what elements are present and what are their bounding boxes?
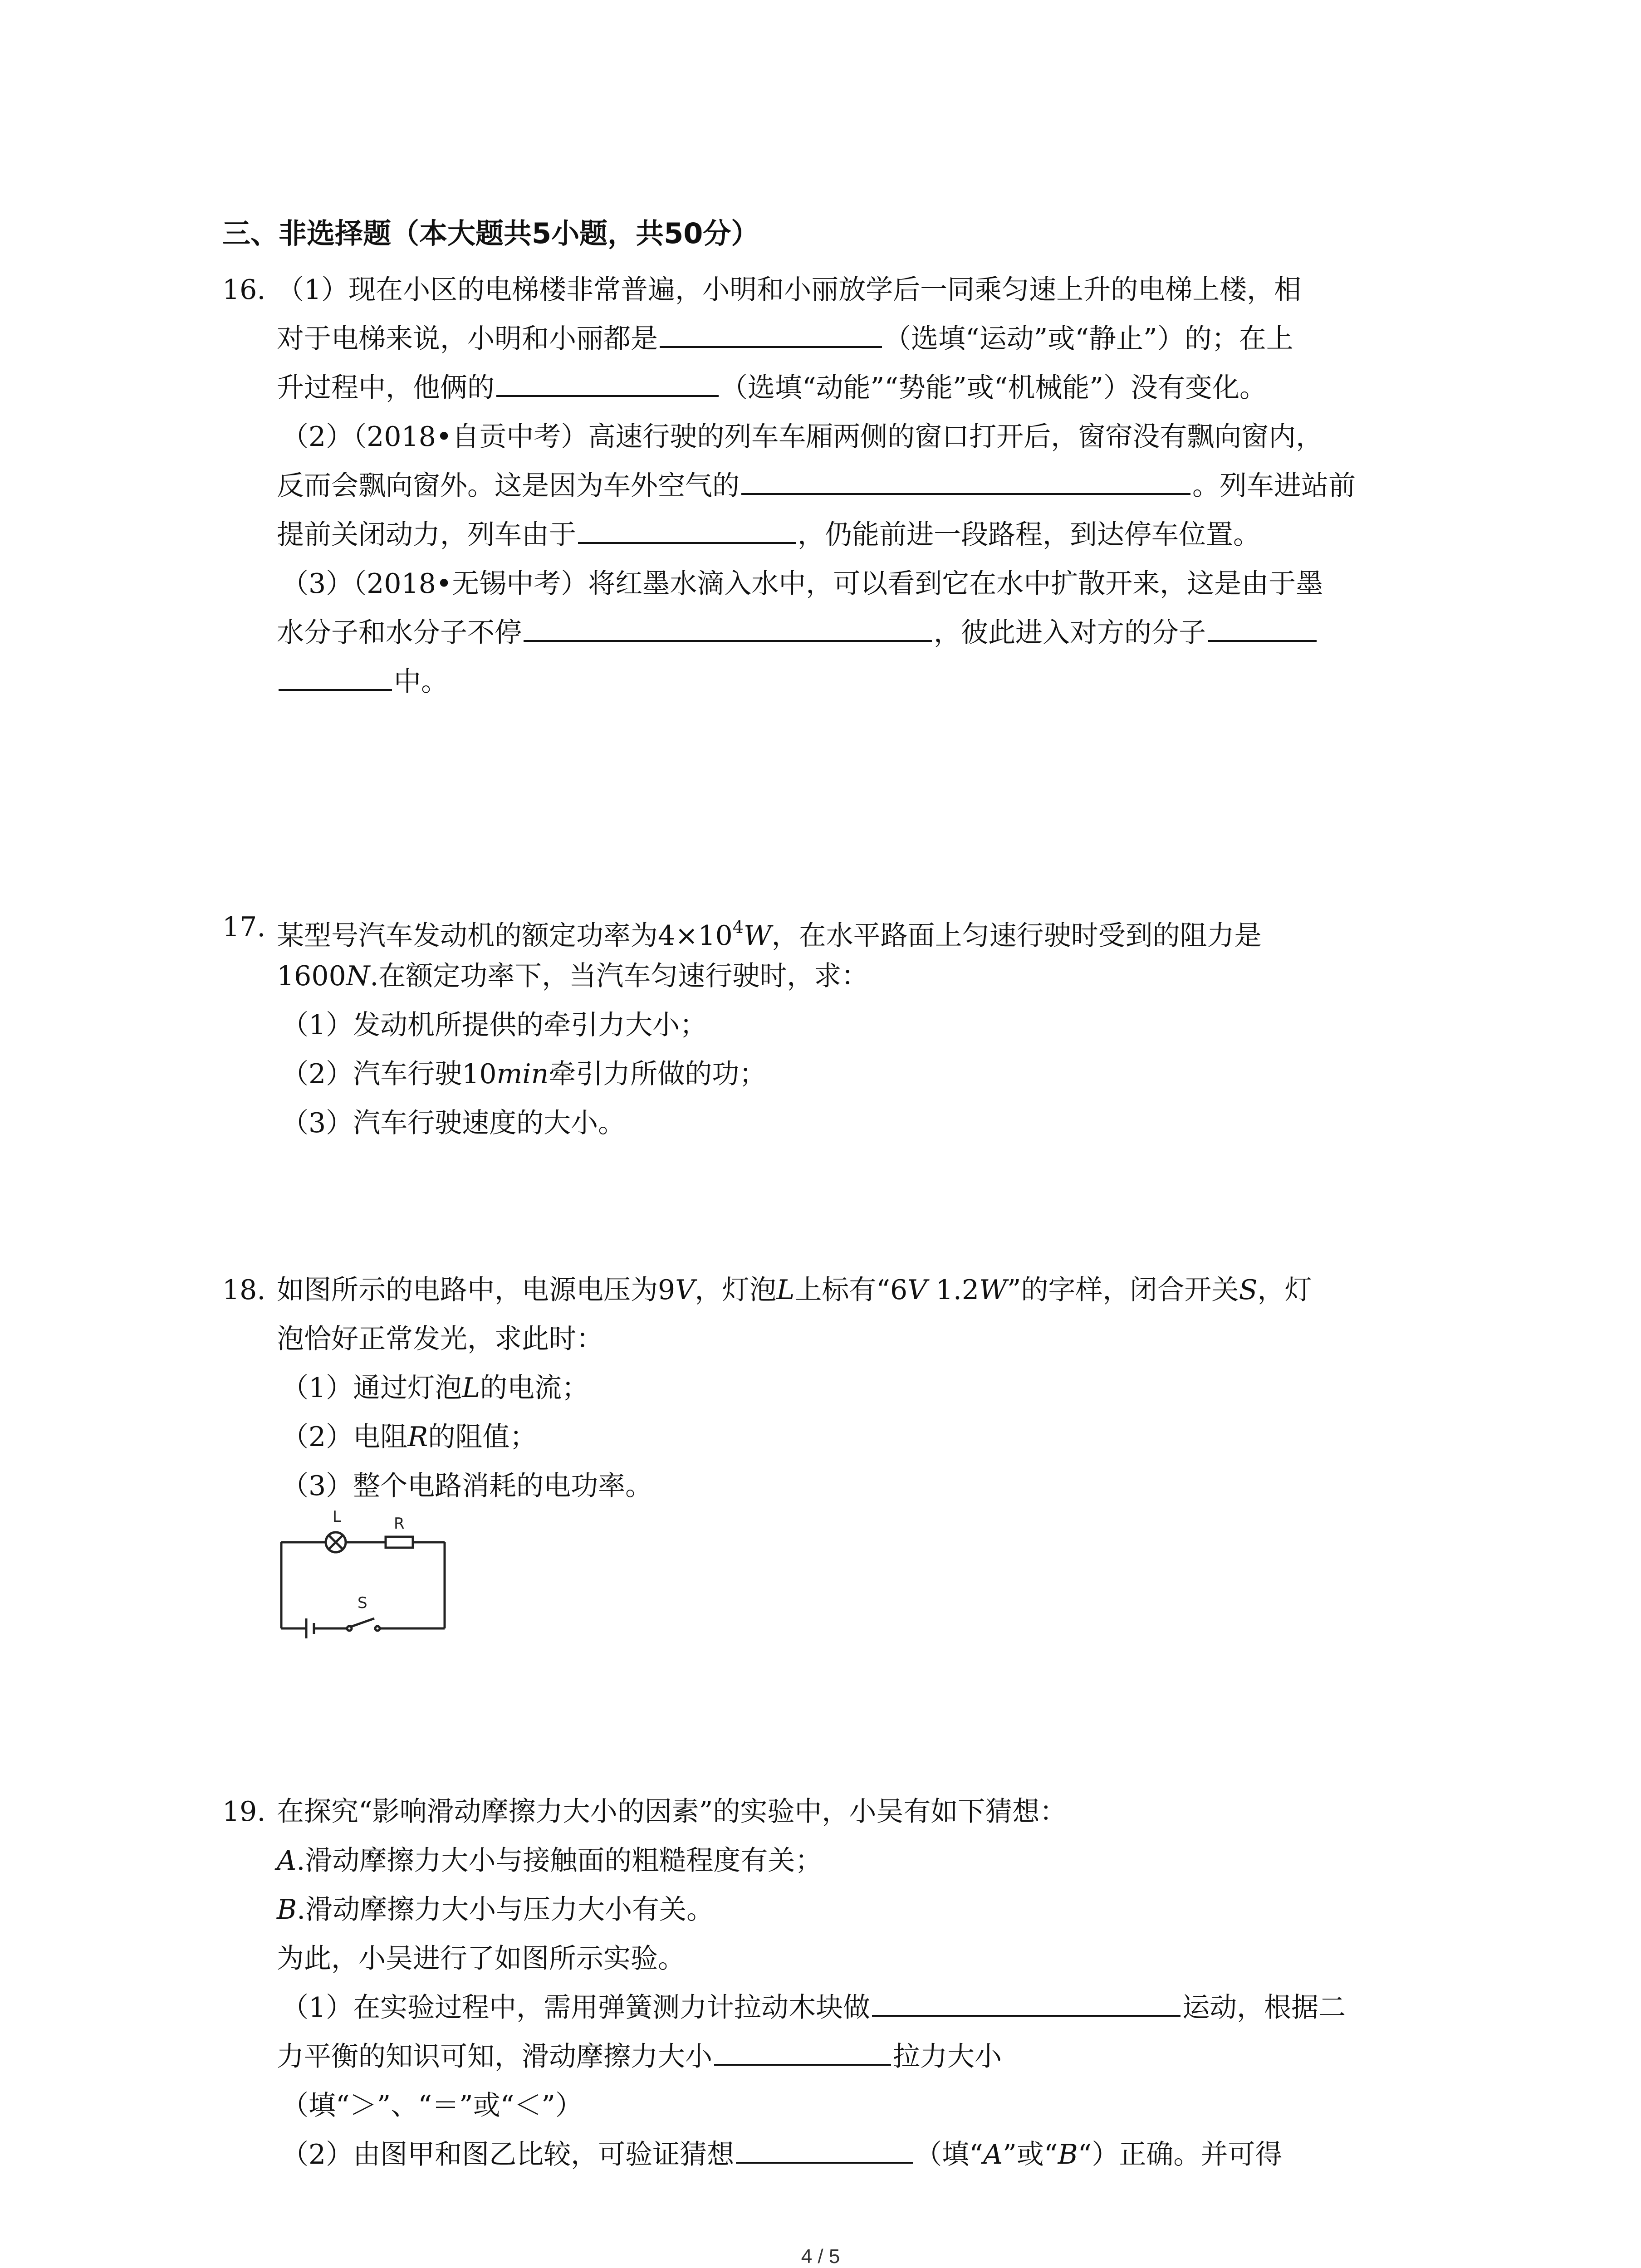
hypothesis-b: B.滑动摩擦力大小与压力大小有关。 [277, 1894, 714, 1926]
text-line: 中。 [277, 657, 448, 706]
text-line: 力平衡的知识可知，滑动摩擦力大小 拉力大小 [277, 2032, 1002, 2081]
answer-blank[interactable] [496, 365, 719, 397]
answer-blank[interactable] [872, 1985, 1181, 2017]
sub-question: （2）汽车行驶10min牵引力所做的功； [281, 1058, 767, 1090]
question-number: 19. [222, 1796, 266, 1828]
sub-question: （3）汽车行驶速度的大小。 [281, 1107, 626, 1139]
text-line: （2）（2018•自贡中考）高速行驶的列车车厢两侧的窗口打开后，窗帘没有飘向窗内， [281, 421, 1323, 453]
text-line: 泡恰好正常发光，求此时： [277, 1323, 603, 1355]
text-line: （2）由图甲和图乙比较，可验证猜想 （填“A”或“B“）正确。并可得 [281, 2130, 1282, 2179]
question-number: 16. [222, 274, 266, 306]
switch-icon [351, 1618, 374, 1627]
answer-blank[interactable] [1208, 610, 1317, 642]
hypothesis-a: A.滑动摩擦力大小与接触面的粗糙程度有关； [277, 1845, 823, 1877]
answer-blank[interactable] [741, 463, 1190, 495]
resistor-label: R [394, 1515, 405, 1533]
lamp-label: L [333, 1508, 341, 1526]
text-line: 为此，小吴进行了如图所示实验。 [277, 1943, 685, 1975]
answer-blank[interactable] [524, 610, 932, 642]
answer-blank[interactable] [578, 512, 796, 544]
text-line: 提前关闭动力，列车由于 ，仍能前进一段路程，到达停车位置。 [277, 510, 1260, 559]
text-line: 水分子和水分子不停 ，彼此进入对方的分子 [277, 608, 1318, 657]
text-line: 升过程中，他俩的 （选填“动能”“势能”或“机械能”）没有变化。 [277, 363, 1267, 412]
circuit-diagram [272, 1492, 463, 1656]
answer-blank[interactable] [714, 2034, 891, 2066]
text-line: 反而会飘向窗外。这是因为车外空气的 。列车进站前 [277, 461, 1356, 510]
answer-blank[interactable] [736, 2132, 913, 2164]
text-line: （1）现在小区的电梯楼非常普遍，小明和小丽放学后一同乘匀速上升的电梯上楼，相 [277, 274, 1302, 306]
text-line: 某型号汽车发动机的额定功率为$4\times 10^4W$，在水平路面上匀速行驶时受到的阻力是 [277, 917, 1262, 952]
sub-question: （2）电阻R的阻值； [281, 1421, 537, 1453]
text-line: 1600N.在额定功率下，当汽车匀速行驶时，求： [277, 960, 869, 992]
question-number: 18. [222, 1274, 266, 1306]
text-line: （1）在实验过程中，需用弹簧测力计拉动木块做 运动，根据二 [281, 1983, 1346, 2032]
answer-blank[interactable] [660, 316, 882, 348]
answer-blank[interactable] [279, 659, 392, 691]
text-line: 在探究“影响滑动摩擦力大小的因素”的实验中，小吴有如下猜想： [277, 1796, 1067, 1828]
sub-question: （1）通过灯泡L的电流； [281, 1372, 589, 1404]
sub-question: （3）整个电路消耗的电功率。 [281, 1470, 653, 1502]
text-line: （填“＞”、“＝”或“＜”） [281, 2090, 583, 2121]
switch-label: S [358, 1594, 367, 1612]
section-title: 三、非选择题（本大题共5小题，共50分） [222, 217, 759, 250]
text-line: 如图所示的电路中，电源电压为9V，灯泡L上标有“6V 1.2W”的字样，闭合开关S，灯 [277, 1274, 1312, 1306]
text-line: （3）（2018•无锡中考）将红墨水滴入水中，可以看到它在水中扩散开来，这是由于墨 [281, 568, 1323, 600]
page-number: 4 / 5 [801, 2245, 840, 2268]
text-line: 对于电梯来说，小明和小丽都是 （选填“运动”或“静止”）的；在上 [277, 314, 1293, 363]
sub-question: （1）发动机所提供的牵引力大小； [281, 1009, 707, 1041]
question-number: 17. [222, 911, 266, 943]
resistor-icon [386, 1537, 413, 1548]
